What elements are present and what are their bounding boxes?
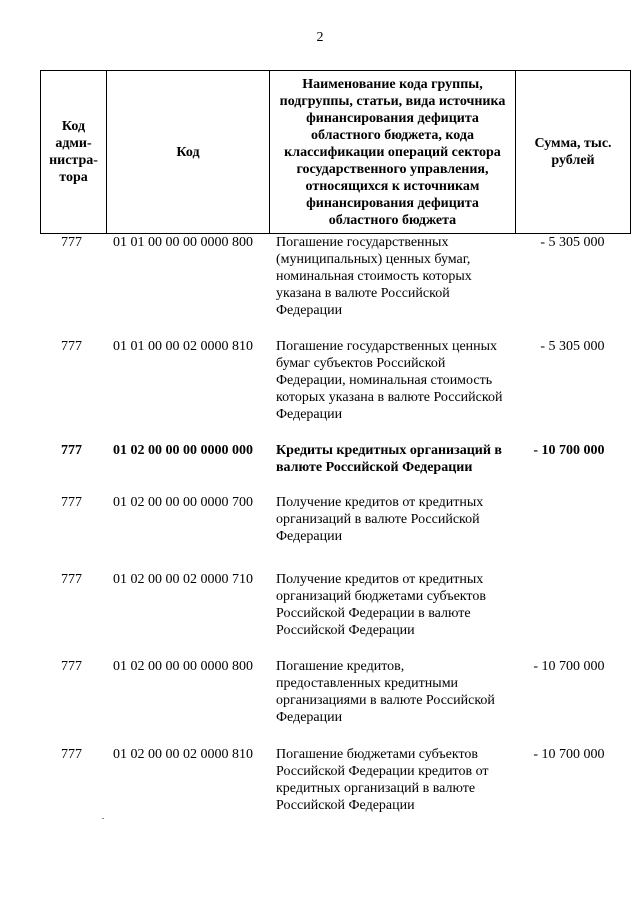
- row-admin: 777: [61, 571, 82, 587]
- row-sum: - 10 700 000: [533, 746, 605, 762]
- row-name: Погашение государственных (муниципальных) ценных бумаг, номинальная стоимость которых указана в валюте Российской Федерации: [276, 235, 472, 318]
- sources-table: [40, 70, 631, 826]
- header-admin-code: Код адми-нистра-тора: [41, 71, 107, 234]
- row-code: 01 02 00 00 00 0000 000: [113, 442, 253, 458]
- row-name: Получение кредитов от кредитных организаций в валюте Российской Федерации: [276, 494, 484, 544]
- row-code: 01 02 00 00 00 0000 700: [113, 494, 253, 510]
- row-name: Погашение государственных ценных бумаг субъектов Российской Федерации, номинальная стоимость которых указана в валюте Российской Федерации: [276, 338, 503, 422]
- table-row: [41, 234, 631, 338]
- row-code: 01 01 00 00 00 0000 800: [113, 235, 253, 250]
- table-row: [41, 442, 631, 494]
- row-admin: 777: [61, 235, 82, 250]
- row-name: Получение кредитов от кредитных организаций бюджетами субъектов Российской Федерации в валюте Российской Федерации: [276, 571, 486, 638]
- row-code: 01 02 00 00 00 0000 800: [113, 658, 253, 674]
- table-row: [41, 746, 631, 826]
- row-code: 01 02 00 00 02 0000 710: [113, 571, 253, 587]
- scan-artifact: [102, 818, 104, 819]
- header-name: Наименование кода группы, подгруппы, статьи, вида источника финансирования дефицита областного бюджета, кода классификации операций сектора государственного управления, относящихся к источникам финансирования дефицита областного бюджета: [270, 71, 516, 234]
- row-sum: - 10 700 000: [533, 658, 605, 674]
- row-admin: 777: [61, 494, 82, 510]
- row-code: 01 02 00 00 02 0000 810: [113, 746, 253, 762]
- row-admin: 777: [61, 338, 82, 354]
- table-row: [41, 494, 631, 571]
- row-name: Кредиты кредитных организаций в валюте Российской Федерации: [276, 442, 502, 475]
- header-sum: Сумма, тыс. рублей: [516, 71, 631, 234]
- row-name: Погашение кредитов, предоставленных кредитными организациями в валюте Российской Федерации: [276, 658, 495, 725]
- row-admin: 777: [61, 658, 82, 674]
- page-number: 2: [316, 30, 324, 45]
- row-admin: 777: [61, 442, 82, 458]
- row-admin: 777: [61, 746, 82, 762]
- row-sum: - 10 700 000: [533, 442, 605, 458]
- table-row: [41, 338, 631, 442]
- table-row: [41, 658, 631, 746]
- table-row: [41, 571, 631, 658]
- row-code: 01 01 00 00 02 0000 810: [113, 338, 253, 354]
- table-header-row: [41, 71, 631, 234]
- row-sum: [516, 494, 631, 571]
- header-code: Код: [107, 71, 270, 234]
- row-sum: - 5 305 000: [540, 338, 605, 354]
- row-sum: - 5 305 000: [540, 235, 605, 250]
- row-name: Погашение бюджетами субъектов Российской Федерации кредитов от кредитных организаций в валюте Российской Федерации: [276, 746, 489, 813]
- row-sum: [516, 571, 631, 658]
